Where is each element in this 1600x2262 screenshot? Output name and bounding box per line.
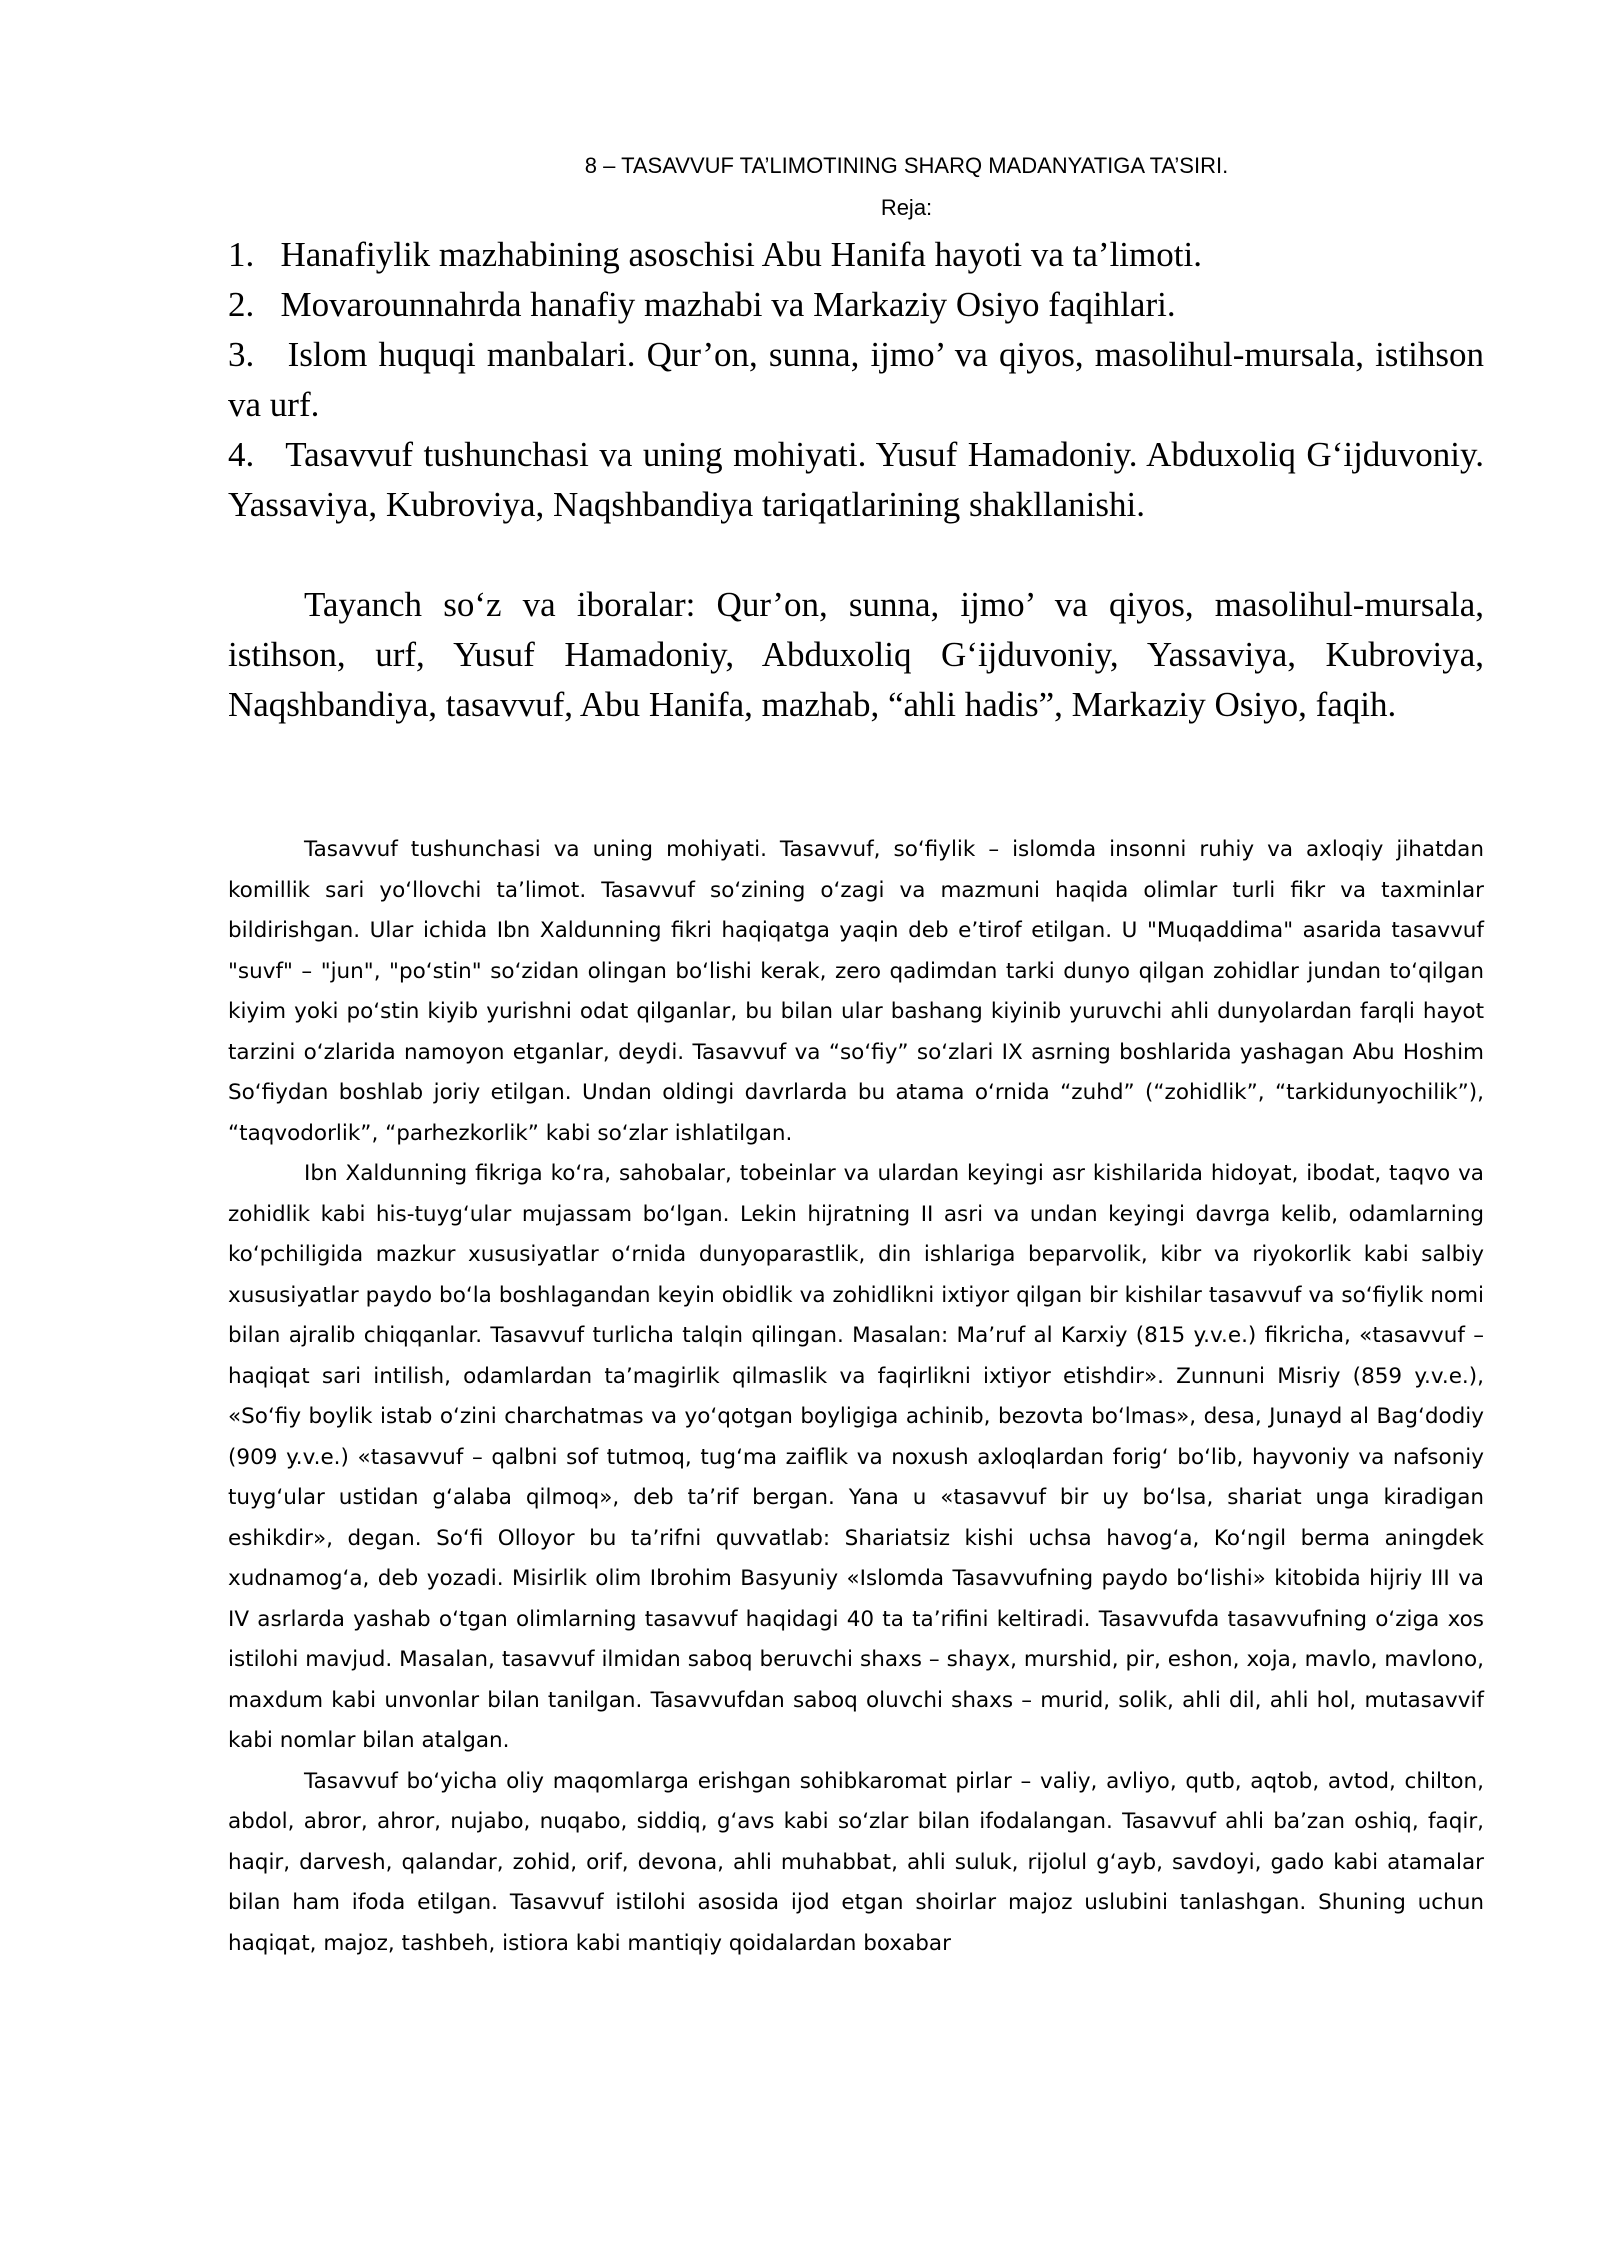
- keywords-paragraph: Tayanch so‘z va iboralar: Qur’on, sunna, ijmo’ va qiyos, masolihul-mursala, istihson, urf, Yusuf Hamadoniy, Abduxoliq G‘ijduvoniy, Yassaviya, Kubroviya, Naqshbandiya, tasavvuf, Abu Hanifa, mazhab, “ahli hadis”, Markaziy Osiyo, faqih.: [228, 585, 1484, 724]
- body-paragraph-2: Ibn Xaldunning fikriga ko‘ra, sahobalar, tobeinlar va ulardan keyingi asr kishilarida hidoyat, ibodat, taqvo va zohidlik kabi his-tuyg‘ular mujassam bo‘lgan. Lekin hijratning II asri va undan keyingi davrga kelib, odamlarning ko‘pchiligida mazkur xususiyatlar o‘rnida dunyoparastlik, din ishlariga beparvolik, kibr va riyokorlik kabi salbiy xususiyatlar paydo bo‘la boshlagandan keyin obidlik va zohidlikni ixtiyor qilgan bir kishilar tasavvuf va so‘fiylik nomi bilan ajralib chiqqanlar. Tasavvuf turlicha talqin qilingan. Masalan: Ma’ruf al Karxiy (815 y.v.e.) fikricha, «tasavvuf – haqiqat sari intilish, odamlardan ta’magirlik qilmaslik va faqirlikni ixtiyor etishdir». Zunnuni Misriy (859 y.v.e.), «So‘fiy boylik istab o‘zini charchatmas va yo‘qotgan boyligiga achinib, bezovta bo‘lmas», desa, Junayd al Bag‘dodiy (909 y.v.e.) «tasavvuf – qalbni sof tutmoq, tug‘ma zaiflik va noxush axloqlardan forig‘ bo‘lib, hayvoniy va nafsoniy tuyg‘ular ustidan g‘alaba qilmoq», deb ta’rif bergan. Yana u «tasavvuf bir uy bo‘lsa, shariat unga kiradigan eshikdir», degan. So‘fi Olloyor bu ta’rifni quvvatlab: Shariatsiz kishi uchsa havog‘a, Ko‘ngil berma aningdek xudnamog‘a, deb yozadi. Misirlik olim Ibrohim Basyuniy «Islomda Tasavvufning paydo bo‘lishi» kitobida hijriy III va IV asrlarda yashab o‘tgan olimlarning tasavvuf haqidagi 40 ta ta’rifini keltiradi. Tasavvufda tasavvufning o‘ziga xos istilohi mavjud. Masalan, tasavvuf ilmidan saboq beruvchi shaxs – shayx, murshid, pir, eshon, xoja, mavlo, mavlono, maxdum kabi unvonlar bilan tanilgan. Tasavvufdan saboq oluvchi shaxs – murid, solik, ahli dil, ahli hol, mutasavvif kabi nomlar bilan atalgan.: [228, 1161, 1484, 1753]
- plan-item-3: 3. Islom huquqi manbalari. Qur’on, sunna, ijmo’ va qiyos, masolihul-mursala, istihson va urf.: [228, 335, 1484, 424]
- plan-item-1: 1. Hanafiylik mazhabining asoschisi Abu Hanifa hayoti va ta’limoti.: [228, 235, 1202, 274]
- document-title: 8 – TASAVVUF TA’LIMOTINING SHARQ MADANYATIGA TA’SIRI.: [584, 153, 1229, 178]
- plan-item-2: 2. Movarounnahrda hanafiy mazhabi va Markaziy Osiyo faqihlari.: [228, 285, 1176, 324]
- plan-heading: Reja:: [880, 195, 933, 220]
- plan-list: [228, 230, 1484, 530]
- body-paragraph-3: Tasavvuf bo‘yicha oliy maqomlarga erishgan sohibkaromat pirlar – valiy, avliyo, qutb, aqtob, avtod, chilton, abdol, abror, ahror, nujabo, nuqabo, siddiq, g‘avs kabi so‘zlar bilan ifodalangan. Tasavvuf ahli ba’zan oshiq, faqir, haqir, darvesh, qalandar, zohid, orif, devona, ahli muhabbat, ahli suluk, rijolul g‘ayb, savdoyi, gado kabi atamalar bilan ham ifoda etilgan. Tasavvuf istilohi asosida ijod etgan shoirlar majoz uslubini tanlashgan. Shuning uchun haqiqat, majoz, tashbeh, istiora kabi mantiqiy qoidalardan boxabar: [228, 1768, 1484, 1956]
- body-paragraph-1: Tasavvuf tushunchasi va uning mohiyati. Tasavvuf, so‘fiylik – islomda insonni ruhiy va axloqiy jihatdan komillik sari yo‘llovchi ta’limot. Tasavvuf so‘zining o‘zagi va mazmuni haqida olimlar turli fikr va taxminlar bildirishgan. Ular ichida Ibn Xaldunning fikri haqiqatga yaqin deb e’tirof etilgan. U "Muqaddima" asarida tasavvuf "suvf" – "jun", "po‘stin" so‘zidan olingan bo‘lishi kerak, zero qadimdan tarki dunyo qilgan zohidlar jundan to‘qilgan kiyim yoki po‘stin kiyib yurishni odat qilganlar, bu bilan ular bashang kiyinib yuruvchi ahli dunyolardan farqli hayot tarzini o‘zlarida namoyon etganlar, deydi. Tasavvuf va “so‘fiy” so‘zlari IX asrning boshlarida yashagan Abu Hoshim So‘fiydan boshlab joriy etilgan. Undan oldingi davrlarda bu atama o‘rnida “zuhd” (“zohidlik”, “tarkidunyochilik”), “taqvodorlik”, “parhezkorlik” kabi so‘zlar ishlatilgan.: [228, 837, 1484, 1146]
- plan-item-4: 4. Tasavvuf tushunchasi va uning mohiyati. Yusuf Hamadoniy. Abduxoliq G‘ijduvoniy. Yassaviya, Kubroviya, Naqshbandiya tariqatlarining shakllanishi.: [228, 435, 1484, 524]
- body-text: [228, 830, 1484, 1964]
